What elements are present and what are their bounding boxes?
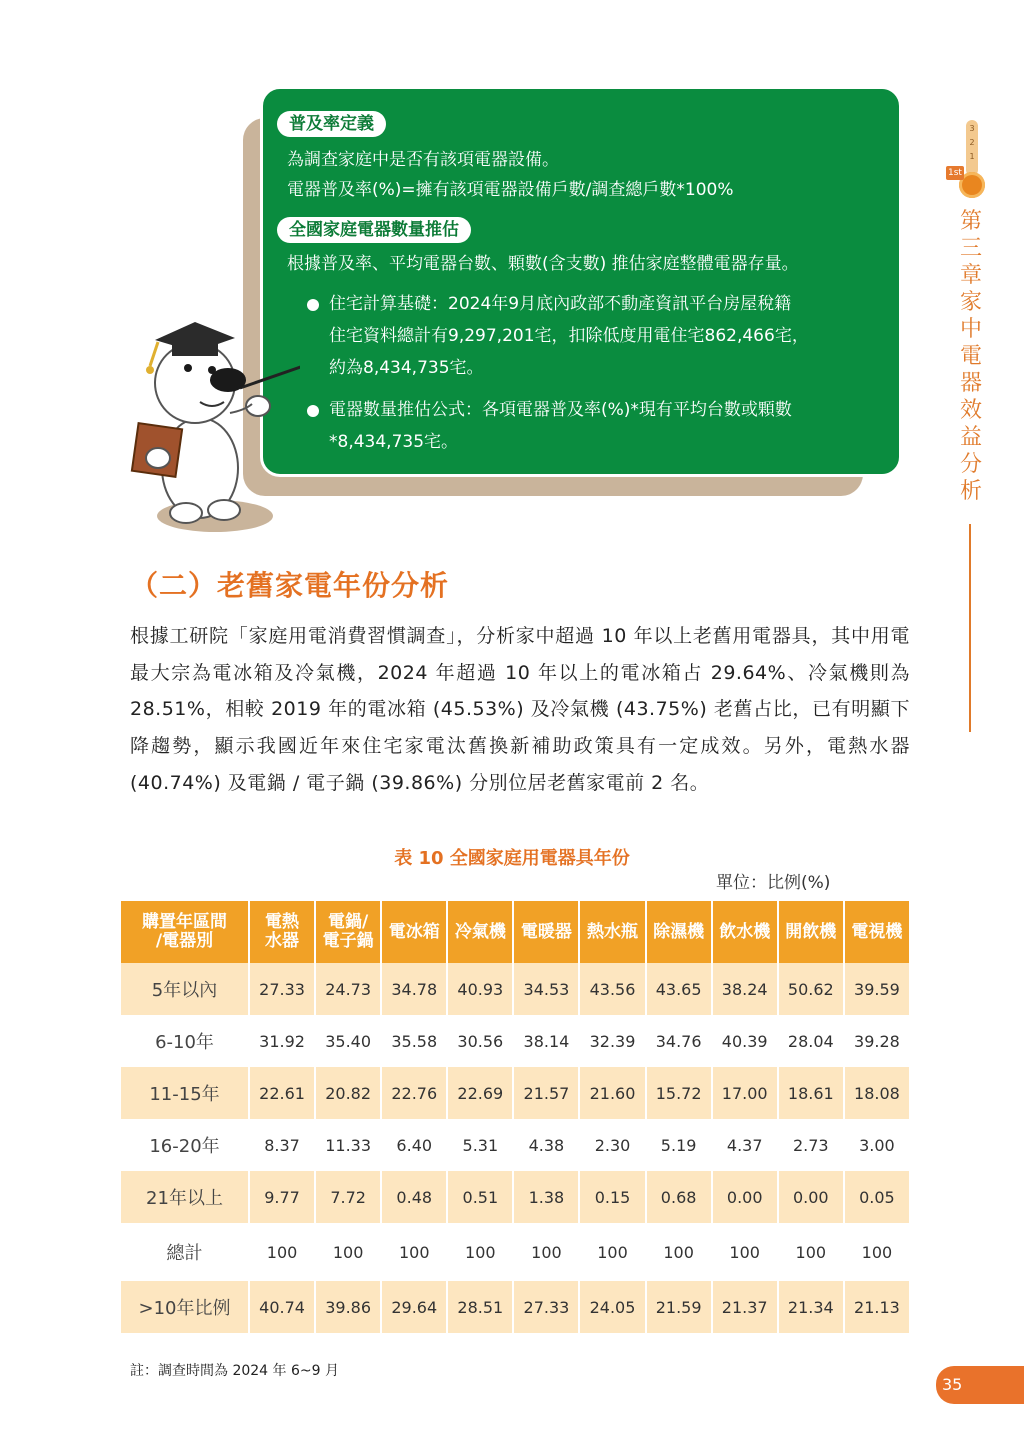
table-cell: 28.04 [778,1015,844,1067]
definition-pill: 普及率定義 [277,111,386,137]
table-cell: 100 [315,1223,381,1281]
table-row [121,1223,910,1281]
table-cell: 100 [778,1223,844,1281]
table-cell: 0.15 [579,1171,645,1223]
footnote: 註：調查時間為 2024 年 6~9 月 [130,1363,339,1379]
table-cell: 8.37 [249,1119,315,1171]
table-header-row [121,901,910,963]
table-cell: 40.93 [447,963,513,1015]
table-cell: 100 [249,1223,315,1281]
col-header-line: 除濕機 [653,921,705,942]
table-cell: 21.37 [712,1281,778,1333]
table-cell: 100 [844,1223,910,1281]
table-cell: 21.59 [646,1281,712,1333]
bullet1-line: 約為8,434,735宅。 [329,358,484,378]
table-cell: 34.53 [513,963,579,1015]
table-cell: 1.38 [513,1171,579,1223]
table-cell: 43.56 [579,963,645,1015]
table-cell: 24.73 [315,963,381,1015]
table-cell: 21.60 [579,1067,645,1119]
thermo-number: 3 [969,124,975,133]
table-cell: 39.86 [315,1281,381,1333]
table-cell: 21.34 [778,1281,844,1333]
table-cell: 21.13 [844,1281,910,1333]
table-cell: 39.59 [844,963,910,1015]
table-cell: 0.00 [778,1171,844,1223]
col-header-line: 電冰箱 [388,921,440,942]
table-cell: 35.58 [381,1015,447,1067]
row-label: 總計 [121,1223,249,1281]
row-label: 6-10年 [121,1015,249,1067]
table-cell: 22.76 [381,1067,447,1119]
col-header-line: 水器 [265,931,300,951]
bullet1-line: 住宅資料總計有9,297,201宅，扣除低度用電住宅862,466宅， [329,326,809,346]
table-row [121,963,910,1015]
table-cell: 28.51 [447,1281,513,1333]
table-cell: 27.33 [249,963,315,1015]
chapter-divider [969,524,971,732]
header-first-line: 購置年區間 [142,912,227,932]
table-unit: 單位：比例(%) [716,873,831,893]
col-header-line: 冷氣機 [454,921,506,942]
bullet-icon [307,405,319,417]
table-cell: 40.74 [249,1281,315,1333]
estimate-line: 根據普及率、平均電器台數、顆數(含支數) 推估家庭整體電器存量。 [287,254,799,274]
appliance-age-table [121,901,911,1333]
table-title: 表 10 全國家庭用電器具年份 [394,848,630,869]
thermometer-icon [966,120,978,176]
col-header [513,901,579,963]
table-cell: 0.68 [646,1171,712,1223]
row-label: 21年以上 [121,1171,249,1223]
table-cell: 29.64 [381,1281,447,1333]
table-cell: 17.00 [712,1067,778,1119]
table-cell: 11.33 [315,1119,381,1171]
section-paragraph: 根據工研院「家庭用電消費習慣調查」，分析家中超過 10 年以上老舊用電器具，其中用電最大宗為電冰箱及冷氣機，2024 年超過 10 年以上的電冰箱占 29.64%、冷氣機則為 28.51%，相較 2019 年的電冰箱 (45.53%) 及冷氣機 (43.75%) 老舊占比，已有明顯下降趨勢，顯示我國近年來住宅家電汰舊換新補助政策具有一定成效。另外，電熱水器 (40.74%) 及電鍋 / 電子鍋 (39.86%) 分別位居老舊家電前 2 名。 [130,625,910,794]
table-cell: 24.05 [579,1281,645,1333]
table-cell: 100 [579,1223,645,1281]
table-cell: 21.57 [513,1067,579,1119]
row-label: 5年以內 [121,963,249,1015]
col-header-line: 熱水瓶 [587,921,639,942]
col-header-line: 電視機 [851,921,903,942]
col-header [447,901,513,963]
col-header-line: 開飲機 [785,921,837,942]
table-cell: 100 [513,1223,579,1281]
table-cell: 5.19 [646,1119,712,1171]
row-label: 11-15年 [121,1067,249,1119]
table-cell: 35.40 [315,1015,381,1067]
table-cell: 100 [381,1223,447,1281]
bullet2-line: 電器數量推估公式：各項電器普及率(%)*現有平均台數或顆數 [329,400,792,420]
table-cell: 9.77 [249,1171,315,1223]
table-cell: 43.65 [646,963,712,1015]
table-cell: 40.39 [712,1015,778,1067]
table-cell: 100 [712,1223,778,1281]
header-first-line: /電器別 [155,931,214,951]
col-header-line: 電暖器 [520,921,572,942]
table-cell: 2.30 [579,1119,645,1171]
table-cell: 38.24 [712,963,778,1015]
table-cell: 30.56 [447,1015,513,1067]
section-title: （二）老舊家電年份分析 [130,569,450,602]
col-header [712,901,778,963]
col-header [249,901,315,963]
table-cell: 4.38 [513,1119,579,1171]
table-cell: 3.00 [844,1119,910,1171]
table-cell: 0.00 [712,1171,778,1223]
table-cell: 15.72 [646,1067,712,1119]
chapter-title: 第三章 家中電器效益分析 [959,209,1005,504]
table-row [121,1119,910,1171]
col-header [844,901,910,963]
table-row [121,1067,910,1119]
table-row [121,1171,910,1223]
table-cell: 39.28 [844,1015,910,1067]
table-row [121,1015,910,1067]
table-cell: 34.76 [646,1015,712,1067]
table-cell: 100 [447,1223,513,1281]
bullet2-line: *8,434,735宅。 [329,432,459,452]
table-cell: 0.48 [381,1171,447,1223]
col-header-line: 電鍋/ [328,912,369,932]
col-header-line: 電熱 [265,912,300,932]
chapter-badge: 1st [946,166,964,180]
table-cell: 22.69 [447,1067,513,1119]
col-header [579,901,645,963]
info-box [260,86,902,477]
row-label: 16-20年 [121,1119,249,1171]
thermo-number: 1 [969,152,975,161]
col-header [778,901,844,963]
col-header-line: 電子鍋 [322,931,374,951]
table-cell: 50.62 [778,963,844,1015]
table-cell: 32.39 [579,1015,645,1067]
table-cell: 0.51 [447,1171,513,1223]
table-cell: 31.92 [249,1015,315,1067]
definition-formula: 電器普及率(%)=擁有該項電器設備戶數/調查總戶數*100% [287,180,734,200]
estimate-pill: 全國家庭電器數量推估 [277,217,471,243]
table-cell: 20.82 [315,1067,381,1119]
table-cell: 5.31 [447,1119,513,1171]
page-number: 35 [936,1366,1024,1404]
col-header [315,901,381,963]
thermo-number: 2 [969,138,975,147]
definition-line: 為調查家庭中是否有該項電器設備。 [287,150,559,170]
table-cell: 34.78 [381,963,447,1015]
table-cell: 38.14 [513,1015,579,1067]
table-cell: 6.40 [381,1119,447,1171]
bullet-icon [307,299,319,311]
table-cell: 100 [646,1223,712,1281]
table-cell: 18.61 [778,1067,844,1119]
table-cell: 22.61 [249,1067,315,1119]
table-cell: 4.37 [712,1119,778,1171]
polar-bear-mascot-icon [120,318,300,538]
table-cell: 0.05 [844,1171,910,1223]
col-header [381,901,447,963]
table-cell: 27.33 [513,1281,579,1333]
col-header [646,901,712,963]
col-header-line: 飲水機 [719,921,771,942]
table-row [121,1281,910,1333]
bullet1-line: 住宅計算基礎：2024年9月底內政部不動產資訊平台房屋稅籍 [329,294,792,314]
header-first [121,901,249,963]
row-label: >10年比例 [121,1281,249,1333]
table-cell: 7.72 [315,1171,381,1223]
table-cell: 2.73 [778,1119,844,1171]
table-cell: 18.08 [844,1067,910,1119]
